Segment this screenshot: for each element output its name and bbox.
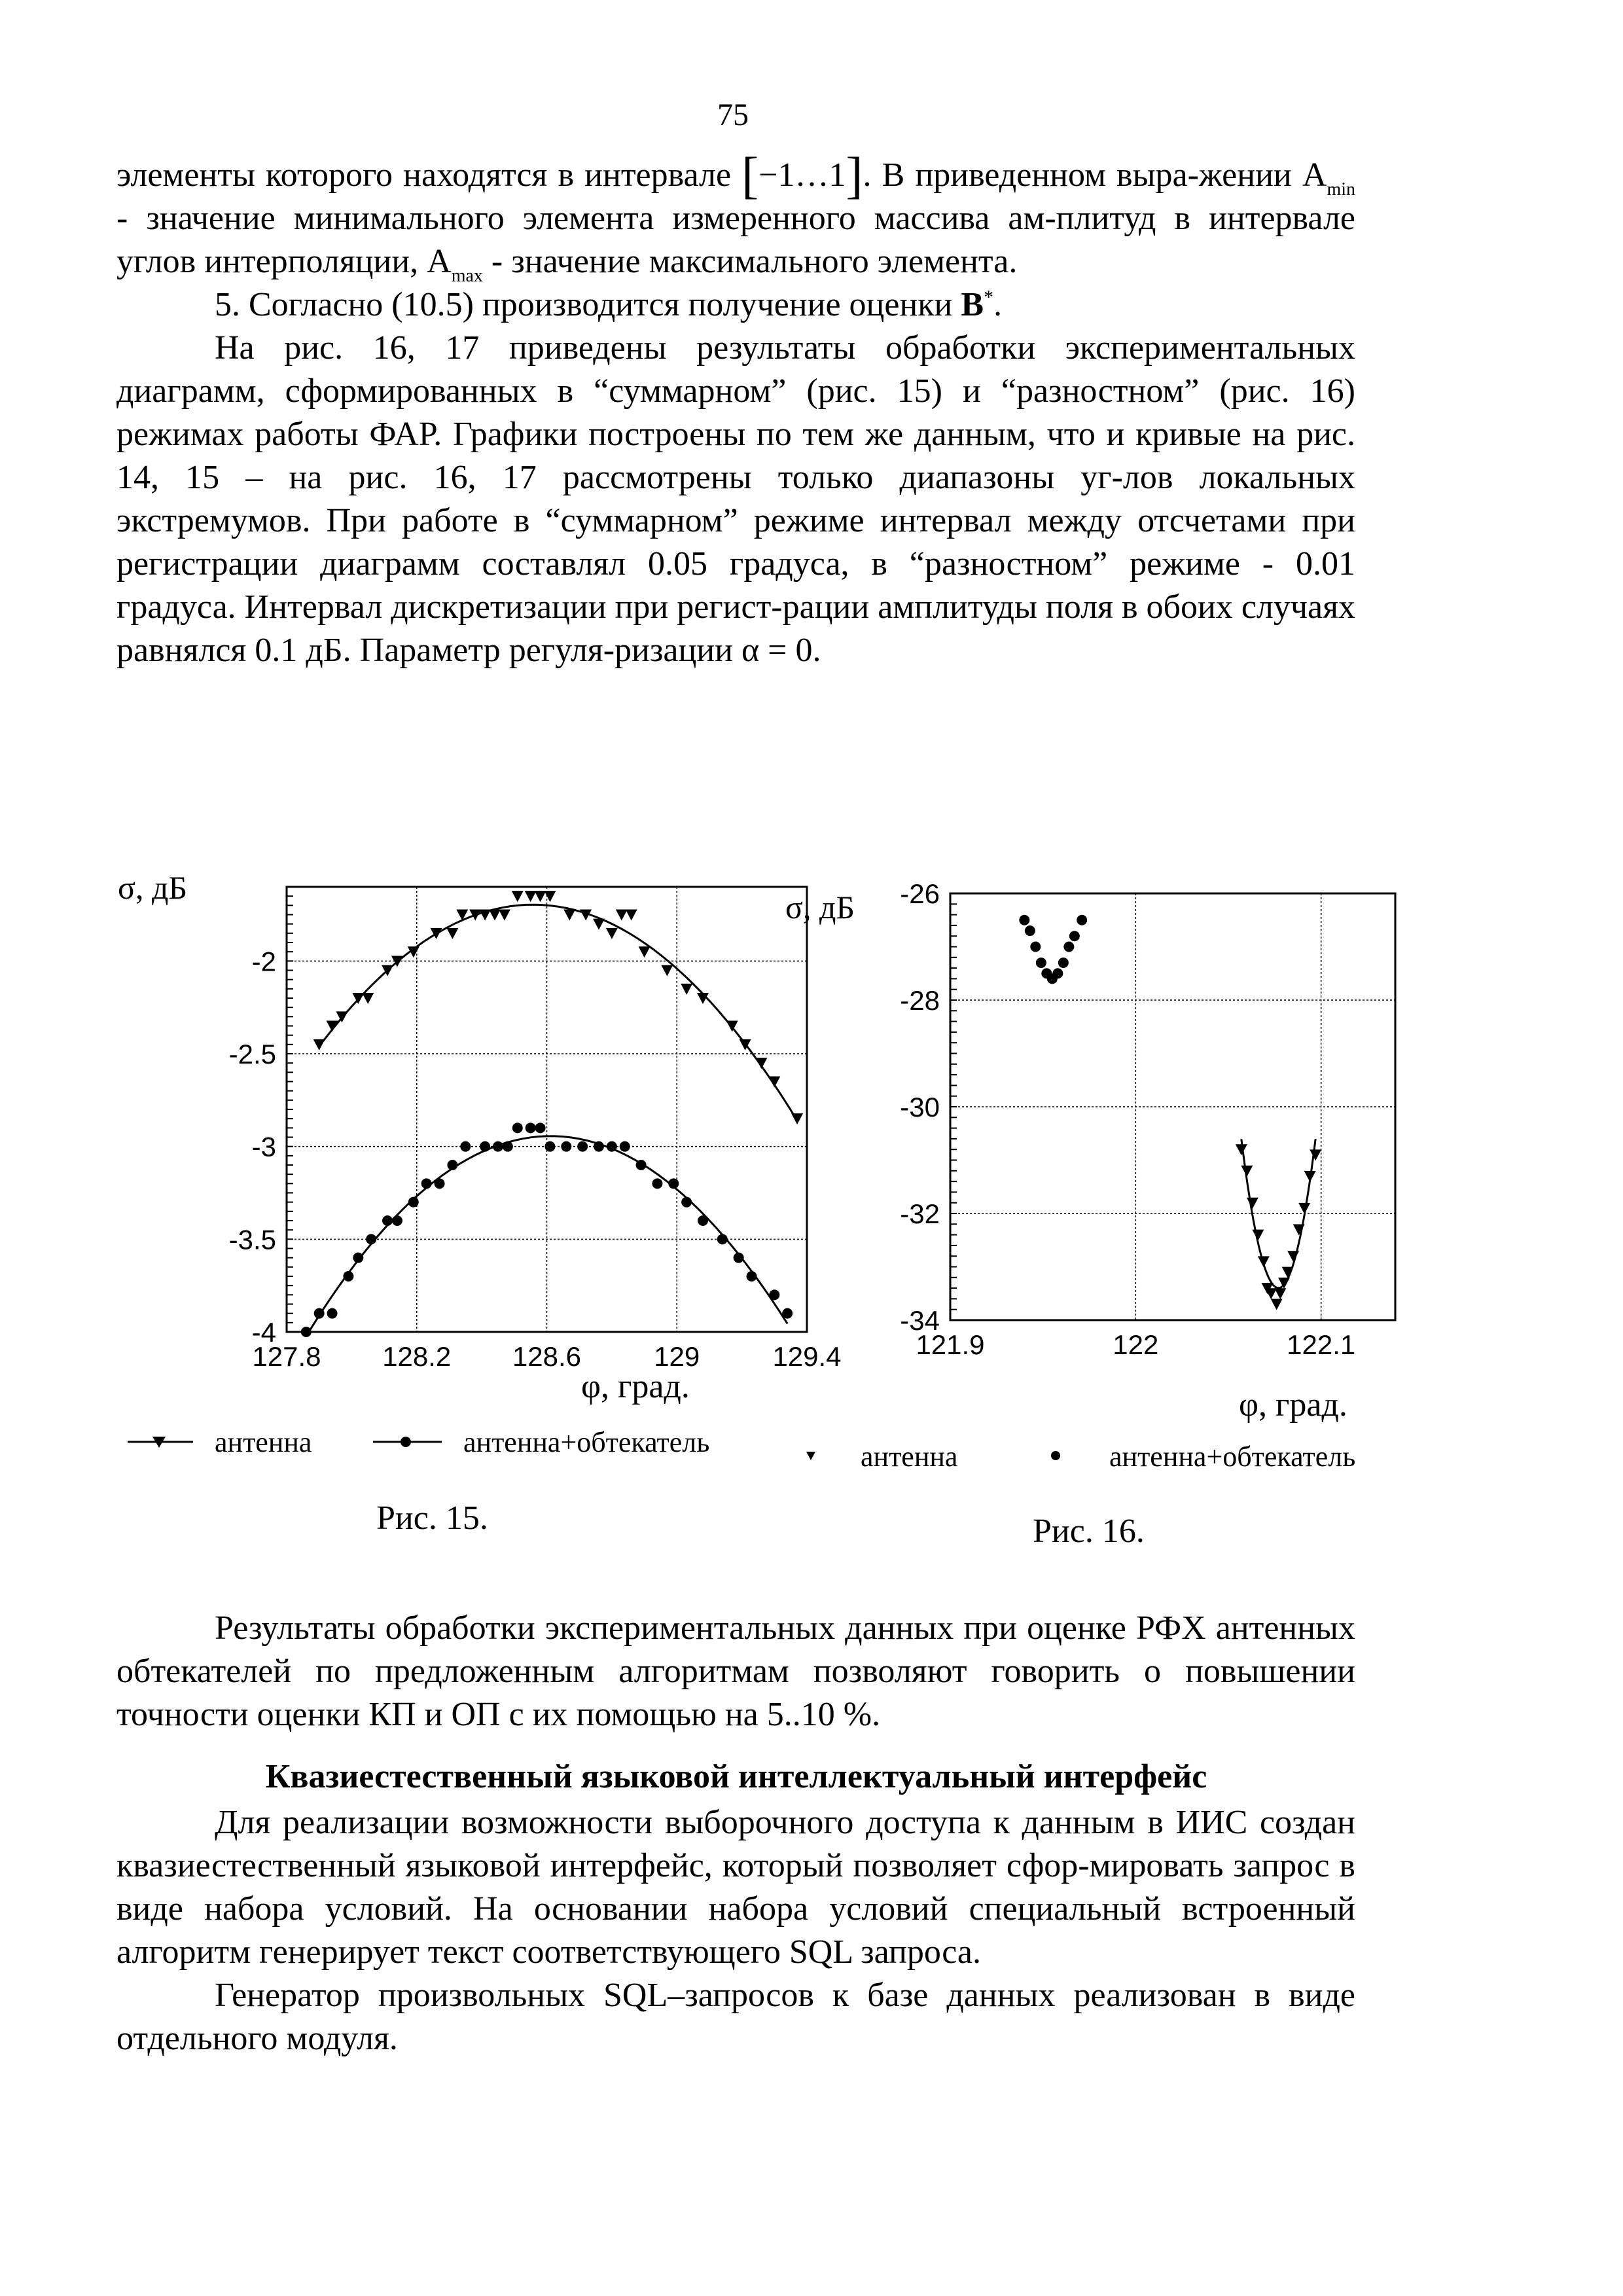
y-tick-label: -32 bbox=[900, 1198, 940, 1229]
text-fragment: - значение минимального элемента измеренного массива ам-плитуд в интервале углов интерполяции, A bbox=[116, 200, 1355, 280]
data-point bbox=[535, 1122, 546, 1133]
data-point bbox=[1293, 1224, 1305, 1235]
data-point bbox=[661, 965, 673, 977]
data-point bbox=[313, 1039, 325, 1050]
paragraph-interface: Для реализации возможности выборочного доступа к данным в ИИС создан квазиестественный языковой интерфейс, который позволяет сфор-мировать запрос в виде набора условий. На основании набора условий специальный встроенный алгоритм генерирует текст соответствующего SQL запроса. bbox=[116, 1804, 1355, 1971]
fig15-legend bbox=[128, 1426, 709, 1458]
data-point bbox=[561, 1141, 571, 1152]
y-tick-label: -26 bbox=[900, 878, 940, 909]
fig15-series bbox=[301, 891, 803, 1337]
data-point bbox=[734, 1253, 744, 1263]
data-point bbox=[512, 891, 524, 902]
data-point bbox=[1287, 1251, 1299, 1262]
data-point bbox=[1069, 931, 1080, 941]
data-point bbox=[544, 1141, 555, 1152]
data-point bbox=[366, 1234, 376, 1244]
fig16-legend bbox=[806, 1441, 1355, 1473]
data-point bbox=[1252, 1230, 1264, 1241]
x-tick-label: 129.4 bbox=[772, 1341, 842, 1372]
data-point bbox=[1241, 1166, 1253, 1177]
fig15-xticks bbox=[252, 1341, 841, 1372]
data-point bbox=[652, 1178, 662, 1189]
interval-text: −1…1 bbox=[758, 156, 846, 194]
y-tick-label: -3 bbox=[251, 1131, 276, 1162]
data-point bbox=[362, 993, 374, 1004]
data-point bbox=[747, 1271, 757, 1282]
top-text bbox=[116, 147, 1355, 672]
y-tick-label: -2 bbox=[251, 946, 276, 977]
fig15-grid bbox=[287, 887, 807, 1332]
fig16-xlabel: φ, град. bbox=[1239, 1386, 1347, 1424]
data-point bbox=[512, 1122, 523, 1133]
y-tick-label: -2.5 bbox=[228, 1039, 276, 1069]
series-line-0 bbox=[319, 905, 797, 1121]
fig15-ylabel: σ, дБ bbox=[118, 869, 188, 906]
vector-b: B bbox=[961, 286, 984, 323]
data-point bbox=[593, 919, 605, 930]
paragraph-generator: Генератор произвольных SQL–запросов к базе данных реализован в виде отдельного модуля. bbox=[116, 1977, 1355, 2057]
data-point bbox=[681, 984, 692, 995]
paragraph-interval bbox=[116, 147, 1355, 286]
data-point bbox=[408, 1197, 419, 1208]
data-point bbox=[382, 1215, 393, 1226]
y-tick-label: -30 bbox=[900, 1092, 940, 1122]
data-point bbox=[726, 1021, 738, 1032]
legend-circle-icon bbox=[401, 1437, 411, 1447]
data-point bbox=[636, 1160, 647, 1170]
x-tick-label: 128.2 bbox=[382, 1341, 452, 1372]
data-point bbox=[460, 1141, 471, 1152]
bracket-left-icon: [ bbox=[741, 147, 759, 204]
text-fragment: 5. Согласно (10.5) производится получение оценки bbox=[215, 286, 961, 323]
x-tick-label: 127.8 bbox=[252, 1341, 321, 1372]
chart-fig16 bbox=[779, 857, 1486, 1486]
data-point bbox=[535, 891, 546, 902]
data-point bbox=[1019, 915, 1029, 925]
fig15-legend-antenna: антенна bbox=[215, 1426, 312, 1458]
fig15-xlabel: φ, град. bbox=[581, 1368, 690, 1405]
data-point bbox=[469, 910, 481, 921]
data-point bbox=[594, 1141, 604, 1152]
data-point bbox=[343, 1271, 353, 1282]
x-tick-label: 129 bbox=[654, 1341, 700, 1372]
data-point bbox=[526, 1122, 536, 1133]
fig16-yticks bbox=[900, 878, 940, 1336]
x-tick-label: 122 bbox=[1113, 1329, 1159, 1360]
data-point bbox=[421, 1178, 432, 1189]
data-point bbox=[314, 1308, 325, 1319]
data-point bbox=[668, 1178, 679, 1189]
text-fragment: . bbox=[993, 286, 1003, 323]
bracket-right-icon: ] bbox=[846, 147, 863, 204]
data-point bbox=[446, 928, 458, 939]
fig16-series bbox=[1019, 915, 1321, 1310]
text-fragment: - значение максимального элемента. bbox=[482, 243, 1018, 280]
fig16-grid bbox=[950, 893, 1395, 1320]
subscript-max: max bbox=[451, 266, 483, 286]
legend-circle-icon bbox=[1051, 1451, 1060, 1460]
text-fragment: элементы которого находятся в интервале bbox=[116, 156, 742, 194]
data-point bbox=[698, 1215, 708, 1226]
fig16-ylabel: σ, дБ bbox=[785, 889, 855, 925]
caption-fig16: Рис. 16. bbox=[1033, 1513, 1145, 1550]
fig16-legend-antenna: антенна bbox=[861, 1441, 958, 1473]
data-point bbox=[503, 1141, 513, 1152]
data-point bbox=[1077, 915, 1087, 925]
data-point bbox=[755, 1058, 767, 1069]
text-fragment: . В приведенном выра-жении A bbox=[863, 156, 1327, 194]
x-tick-label: 128.6 bbox=[512, 1341, 582, 1372]
data-point bbox=[525, 891, 537, 902]
data-point bbox=[392, 1215, 402, 1226]
data-point bbox=[1265, 1288, 1277, 1299]
data-point bbox=[1258, 1256, 1270, 1267]
data-point bbox=[681, 1197, 692, 1208]
fig16-xticks bbox=[916, 1329, 1355, 1360]
paragraph-conclusion: Результаты обработки экспериментальных данных при оценке РФХ антенных обтекателей по предложенным алгоритмам позволяют говорить о повышении точности оценки КП и ОП с их помощью на 5..10 %. bbox=[116, 1609, 1355, 1733]
data-point bbox=[607, 1141, 617, 1152]
section-heading: Квазиестественный языковой интеллектуальный интерфейс bbox=[265, 1758, 1207, 1795]
data-point bbox=[479, 910, 491, 921]
data-point bbox=[1274, 1288, 1286, 1299]
y-tick-label: -28 bbox=[900, 985, 940, 1016]
fig16-legend-radome: антенна+обтекатель bbox=[1109, 1441, 1356, 1473]
caption-fig15: Рис. 15. bbox=[376, 1499, 488, 1537]
y-tick-label: -34 bbox=[900, 1305, 940, 1336]
paragraph-step5 bbox=[116, 283, 1355, 327]
y-tick-label: -4 bbox=[251, 1317, 276, 1348]
data-point bbox=[606, 928, 618, 939]
data-point bbox=[1247, 1198, 1258, 1209]
data-point bbox=[616, 910, 628, 921]
superscript-star: * bbox=[984, 286, 994, 308]
data-point bbox=[1036, 958, 1046, 968]
data-point bbox=[1030, 942, 1041, 952]
data-point bbox=[1236, 1144, 1247, 1155]
data-point bbox=[327, 1021, 338, 1032]
data-point bbox=[352, 993, 364, 1004]
x-tick-label: 121.9 bbox=[916, 1329, 985, 1360]
data-point bbox=[620, 1141, 630, 1152]
data-point bbox=[1310, 1149, 1321, 1160]
data-point bbox=[1271, 1299, 1283, 1310]
y-tick-label: -3.5 bbox=[228, 1224, 276, 1255]
data-point bbox=[563, 910, 575, 921]
data-point bbox=[717, 1234, 728, 1244]
data-point bbox=[1298, 1203, 1310, 1214]
legend-triangle-icon bbox=[806, 1452, 815, 1460]
data-point bbox=[489, 910, 501, 921]
data-point bbox=[626, 910, 637, 921]
data-point bbox=[577, 1141, 588, 1152]
data-point bbox=[639, 946, 651, 958]
fig15-yticks bbox=[229, 946, 276, 1348]
data-point bbox=[1282, 1267, 1294, 1278]
data-point bbox=[499, 910, 510, 921]
chart-fig15 bbox=[98, 857, 842, 1466]
paragraph-results: На рис. 16, 17 приведены результаты обработки экспериментальных диаграмм, сформированных в “суммарном” (рис. 15) и “разностном” (рис. 16) режимах работы ФАР. Графики построены по тем же данным, что и кривые на рис. 14, 15 – на рис. 16, 17 рассмотрены только диапазоны уг-лов локальных экстремумов. При работе в “суммарном” режиме интервал между отсчетами при регистрации диаграмм составлял 0.05 градуса, в “разностном” режиме - 0.01 градуса. Интервал дискретизации при регист-рации амплитуды поля в обоих случаях равнялся 0.1 дБ. Параметр регуля-ризации α = 0. bbox=[116, 329, 1355, 669]
data-point bbox=[1063, 942, 1074, 952]
data-point bbox=[327, 1308, 338, 1319]
data-point bbox=[769, 1289, 779, 1300]
data-point bbox=[301, 1327, 312, 1337]
fig15-legend-radome: антенна+обтекатель bbox=[463, 1426, 710, 1458]
page-number: 75 bbox=[717, 98, 749, 132]
data-point bbox=[480, 1141, 490, 1152]
data-point bbox=[435, 1178, 445, 1189]
data-point bbox=[1025, 925, 1035, 936]
subscript-min: min bbox=[1327, 179, 1355, 200]
bottom-text-2 bbox=[116, 1801, 1355, 2060]
data-point bbox=[493, 1141, 503, 1152]
data-point bbox=[1304, 1171, 1316, 1182]
data-point bbox=[544, 891, 556, 902]
bottom-text-1 bbox=[116, 1607, 1355, 1736]
data-point bbox=[447, 1160, 457, 1170]
data-point bbox=[353, 1253, 363, 1263]
x-tick-label: 122.1 bbox=[1287, 1329, 1356, 1360]
data-point bbox=[1052, 968, 1063, 978]
data-point bbox=[431, 928, 442, 939]
data-point bbox=[1058, 958, 1069, 968]
